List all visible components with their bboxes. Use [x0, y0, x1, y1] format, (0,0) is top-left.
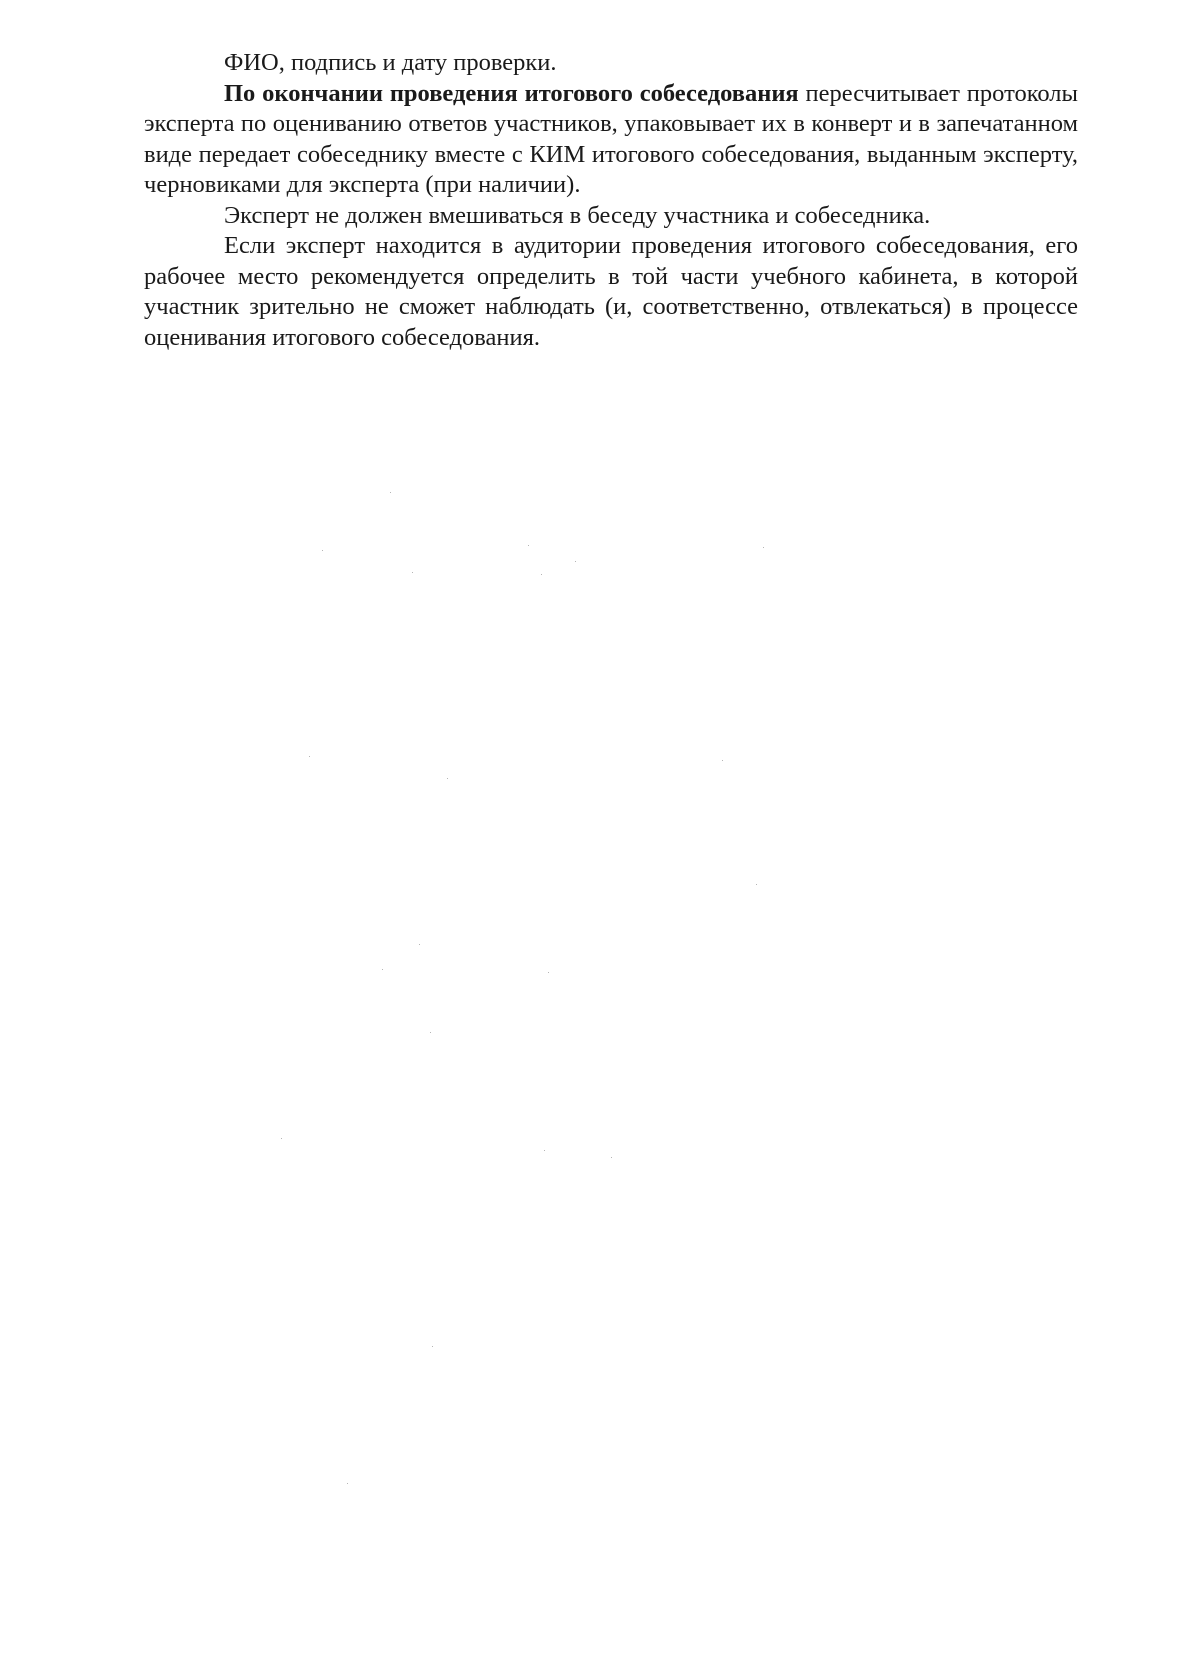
- scan-speck: [382, 969, 383, 970]
- scan-speck: [763, 547, 764, 548]
- scan-speck: [544, 1150, 545, 1151]
- bold-lead-text: По окончании проведения итогового собеседования: [224, 79, 799, 107]
- scan-speck: [390, 492, 391, 493]
- scan-speck: [447, 778, 448, 779]
- scan-speck: [528, 545, 529, 546]
- scan-speck: [432, 1346, 433, 1347]
- scan-speck: [541, 574, 542, 575]
- scan-speck: [419, 944, 420, 945]
- scan-speck: [347, 1483, 348, 1484]
- scan-speck: [575, 561, 576, 562]
- scan-speck: [322, 550, 323, 551]
- document-text: [144, 48, 1078, 353]
- paragraph-after-interview: [144, 79, 1078, 201]
- paragraph-expert-no-interference: Эксперт не должен вмешиваться в беседу участника и собеседника.: [224, 201, 931, 229]
- scan-speck: [309, 756, 310, 757]
- paragraph-expert-workplace: Если эксперт находится в аудитории проведения итогового собеседования, его рабочее место рекомендуется определить в той части учебного кабинета, в которой участник зрительно не сможет наблюдать (и, соответственно, отвлекаться) в процессе оценивания итогового собеседования.: [144, 232, 1078, 351]
- scan-speck: [548, 972, 549, 973]
- scan-speck: [430, 1032, 431, 1033]
- scan-speck: [611, 1157, 612, 1158]
- paragraph-fio: ФИО, подпись и дату проверки.: [224, 49, 557, 76]
- paragraph-after-interview-rest: пересчитывает протоколы эксперта по оцениванию ответов участников, упаковывает их в конверт и в запечатанном виде передает собеседнику вместе с КИМ итогового собеседования, выданным эксперту, черновиками для эксперта (при наличии).: [144, 79, 1078, 198]
- scan-speck: [281, 1138, 282, 1139]
- scan-speck: [412, 572, 413, 573]
- scan-speck: [722, 760, 723, 761]
- scan-speck: [756, 884, 757, 885]
